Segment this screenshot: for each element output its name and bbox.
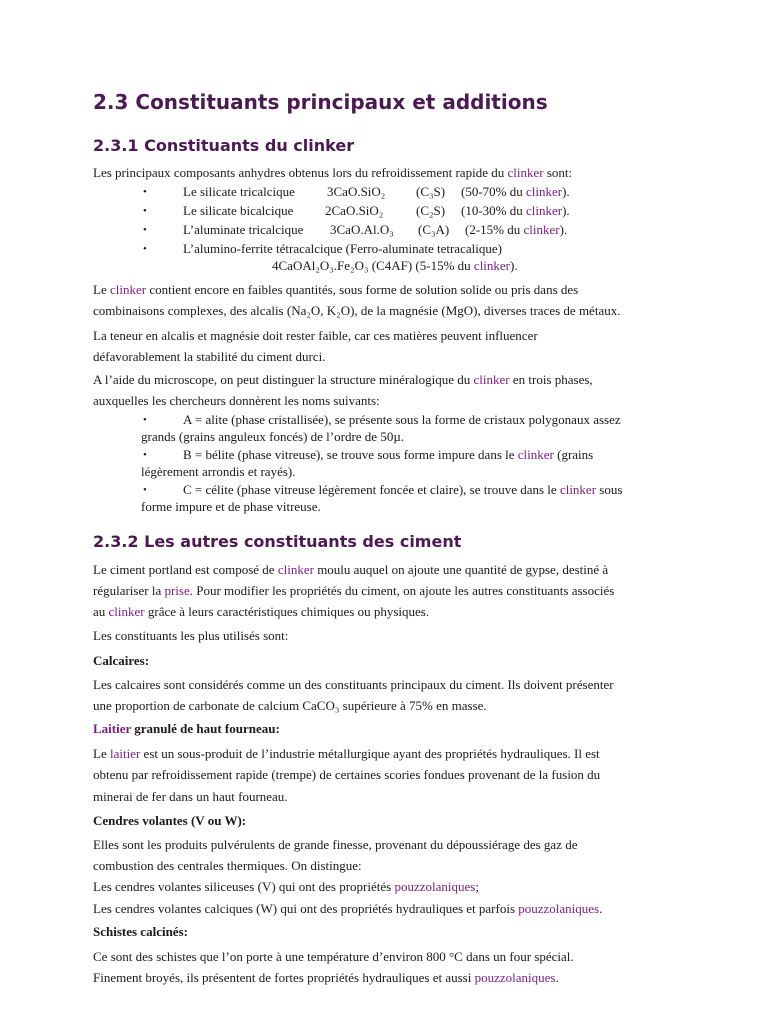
cendres-heading: Cendres volantes (V ou W): (93, 813, 247, 828)
paragraph-line: combustion des centrales thermiques. On distingue: (93, 858, 362, 873)
item-abbr: (C₂S) (416, 203, 446, 218)
item-formula: 3CaO.SiO₂ (327, 184, 386, 199)
bullet: • (143, 205, 147, 217)
para-text: Le (93, 282, 110, 297)
item-name: Le silicate tricalcique (183, 184, 295, 199)
clinker-link[interactable]: clinker (109, 282, 147, 297)
para-text: Le ciment portland est composé de (93, 562, 278, 577)
para-text: régulariser la (93, 583, 165, 598)
phase-line: grands (grains anguleux foncés) de l’ordre de 50µ. (141, 429, 405, 444)
phase-line (183, 447, 593, 463)
paragraph-line: une proportion de carbonate de calcium CaCO₃ supérieure à 75% en masse. (93, 698, 487, 713)
para-text: Le (93, 746, 110, 761)
intro-text-end: sont: (543, 165, 573, 180)
paragraph-line: combinaisons complexes, des alcalis (Na₂O, K₂O), de la magnésie (MgO), diverses traces de métaux. (93, 303, 621, 318)
percent-text: (2-15% du (465, 222, 524, 237)
paragraph-line: auxquelles les chercheurs donnèrent les noms suivants: (93, 393, 380, 408)
formula-end: ). (510, 258, 518, 273)
calcaires-heading: Calcaires: (93, 653, 150, 668)
paragraph-line: Les calcaires sont considérés comme un des constituants principaux du ciment. Ils doivent présenter (93, 677, 614, 692)
schistes-heading: Schistes calcinés: (93, 924, 188, 939)
phase-line: A = alite (phase cristallisée), se présente sous la forme de cristaux polygonaux assez (183, 412, 621, 427)
paragraph-line (93, 970, 559, 986)
para-text: grâce à leurs caractéristiques chimiques ou physiques. (144, 604, 430, 619)
bullet: • (143, 224, 147, 236)
para-text: Finement broyés, ils présentent de fortes propriétés hydrauliques et aussi (93, 970, 475, 985)
clinker-link[interactable]: clinker (507, 165, 544, 180)
item-name: Le silicate bicalcique (183, 203, 294, 218)
para-text: . (555, 970, 559, 985)
subsection-title-autres: 2.3.2 Les autres constituants des ciment (93, 532, 462, 551)
para-text: A l’aide du microscope, on peut distinguer la structure minéralogique du (93, 372, 474, 387)
phase-text: B = bélite (phase vitreuse), se trouve sous forme impure dans le (183, 447, 518, 462)
bullet: • (143, 414, 147, 426)
paragraph-line (93, 282, 578, 298)
para-text: en trois phases, (509, 372, 593, 387)
paragraph-line: défavorablement la stabilité du ciment durci. (93, 349, 326, 364)
item-abbr: (C₃A) (418, 222, 450, 237)
para-text: . (599, 901, 603, 916)
para-text: ; (475, 879, 479, 894)
list-item (183, 241, 502, 257)
para-text: Les cendres volantes calciques (W) qui ont des propriétés hydrauliques et parfois (93, 901, 519, 916)
item-percent (461, 203, 570, 219)
paragraph-line: Les constituants les plus utilisés sont: (93, 628, 289, 643)
bullet: • (143, 449, 147, 461)
paragraph-line (93, 604, 429, 620)
para-text: au (93, 604, 109, 619)
paragraph-line (93, 583, 614, 599)
percent-end: ). (562, 184, 570, 199)
phase-line: forme impure et de phase vitreuse. (141, 499, 321, 514)
item-formula: 3CaO.Al.O₃ (330, 222, 394, 237)
paragraph-line (93, 562, 608, 578)
phase-text: (grains (553, 447, 594, 462)
clinker-link[interactable]: clinker (526, 184, 563, 199)
intro-text: Les principaux composants anhydres obtenus lors du refroidissement rapide du (93, 165, 508, 180)
percent-text: (10-30% du (461, 203, 526, 218)
pouzzolaniques-link[interactable]: pouzzolaniques (474, 970, 556, 985)
paragraph-line (93, 746, 600, 762)
clinker-link[interactable]: clinker (473, 372, 510, 387)
item-formula-line (272, 258, 518, 274)
para-text: Les cendres volantes siliceuses (V) qui ont des propriétés (93, 879, 395, 894)
section-title: 2.3 Constituants principaux et additions (93, 90, 548, 114)
item-name: L’alumino-ferrite tétracalcique (Ferro-aluminate tetracalique) (183, 241, 502, 256)
clinker-link[interactable]: clinker (473, 258, 511, 273)
list-item (183, 203, 293, 219)
paragraph-line: Elles sont les produits pulvérulents de grande finesse, provenant du dépoussiérage des gaz de (93, 837, 578, 852)
para-text: est un sous-produit de l’industrie métallurgique ayant des propriétés hydrauliques. Il est (140, 746, 600, 761)
subsection-title-clinker: 2.3.1 Constituants du clinker (93, 136, 355, 155)
phase-line (183, 482, 622, 498)
paragraph-line: minerai de fer dans un haut fourneau. (93, 789, 288, 804)
prise-link[interactable]: prise (164, 583, 190, 598)
intro-paragraph (93, 165, 572, 181)
paragraph-line: Ce sont des schistes que l’on porte à une température d’environ 800 °C dans un four spécial. (93, 949, 574, 964)
clinker-link[interactable]: clinker (523, 222, 560, 237)
paragraph-line: obtenu par refroidissement rapide (trempe) de certaines scories fondues provenant de la fusion du (93, 767, 601, 782)
percent-end: ). (559, 222, 568, 237)
item-name: L’aluminate tricalcique (183, 222, 304, 237)
formula-text: 4CaOAl₂O₃.Fe₂O₃ (C4AF) (5-15% du (272, 258, 474, 273)
percent-text: (50-70% du (461, 184, 526, 199)
percent-end: ). (562, 203, 570, 218)
laitier-heading (93, 721, 280, 737)
para-text: contient encore en faibles quantités, sous forme de solution solide ou pris dans des (146, 282, 579, 297)
paragraph-line (93, 372, 593, 388)
para-text: . Pour modifier les propriétés du ciment, on ajoute les autres constituants associés (189, 583, 615, 598)
phase-line: légèrement arrondis et rayés). (141, 464, 296, 479)
bullet: • (143, 243, 147, 255)
heading-text: granulé de haut fourneau: (131, 721, 280, 736)
clinker-link[interactable]: clinker (277, 562, 314, 577)
paragraph-line (93, 901, 602, 917)
clinker-link[interactable]: clinker (559, 482, 597, 497)
pouzzolaniques-link[interactable]: pouzzolaniques (394, 879, 476, 894)
clinker-link[interactable]: clinker (517, 447, 554, 462)
bullet: • (143, 186, 147, 198)
paragraph-line: La teneur en alcalis et magnésie doit rester faible, car ces matières peuvent influencer (93, 328, 538, 343)
clinker-link[interactable]: clinker (108, 604, 145, 619)
item-formula: 2CaO.SiO₂ (325, 203, 384, 218)
item-percent (465, 222, 567, 238)
laitier-link[interactable]: laitier (109, 746, 141, 761)
item-percent (461, 184, 570, 200)
paragraph-line (93, 879, 479, 895)
list-item (183, 184, 295, 200)
item-abbr: (C₃S) (416, 184, 446, 199)
phase-text: sous (596, 482, 623, 497)
laitier-link[interactable]: Laitier (93, 721, 132, 736)
phase-text: C = célite (phase vitreuse légèrement foncée et claire), se trouve dans le (183, 482, 560, 497)
list-item (183, 222, 303, 238)
para-text: moulu auquel on ajoute une quantité de gypse, destiné à (313, 562, 609, 577)
clinker-link[interactable]: clinker (526, 203, 563, 218)
pouzzolaniques-link[interactable]: pouzzolaniques (518, 901, 600, 916)
bullet: • (143, 484, 147, 496)
